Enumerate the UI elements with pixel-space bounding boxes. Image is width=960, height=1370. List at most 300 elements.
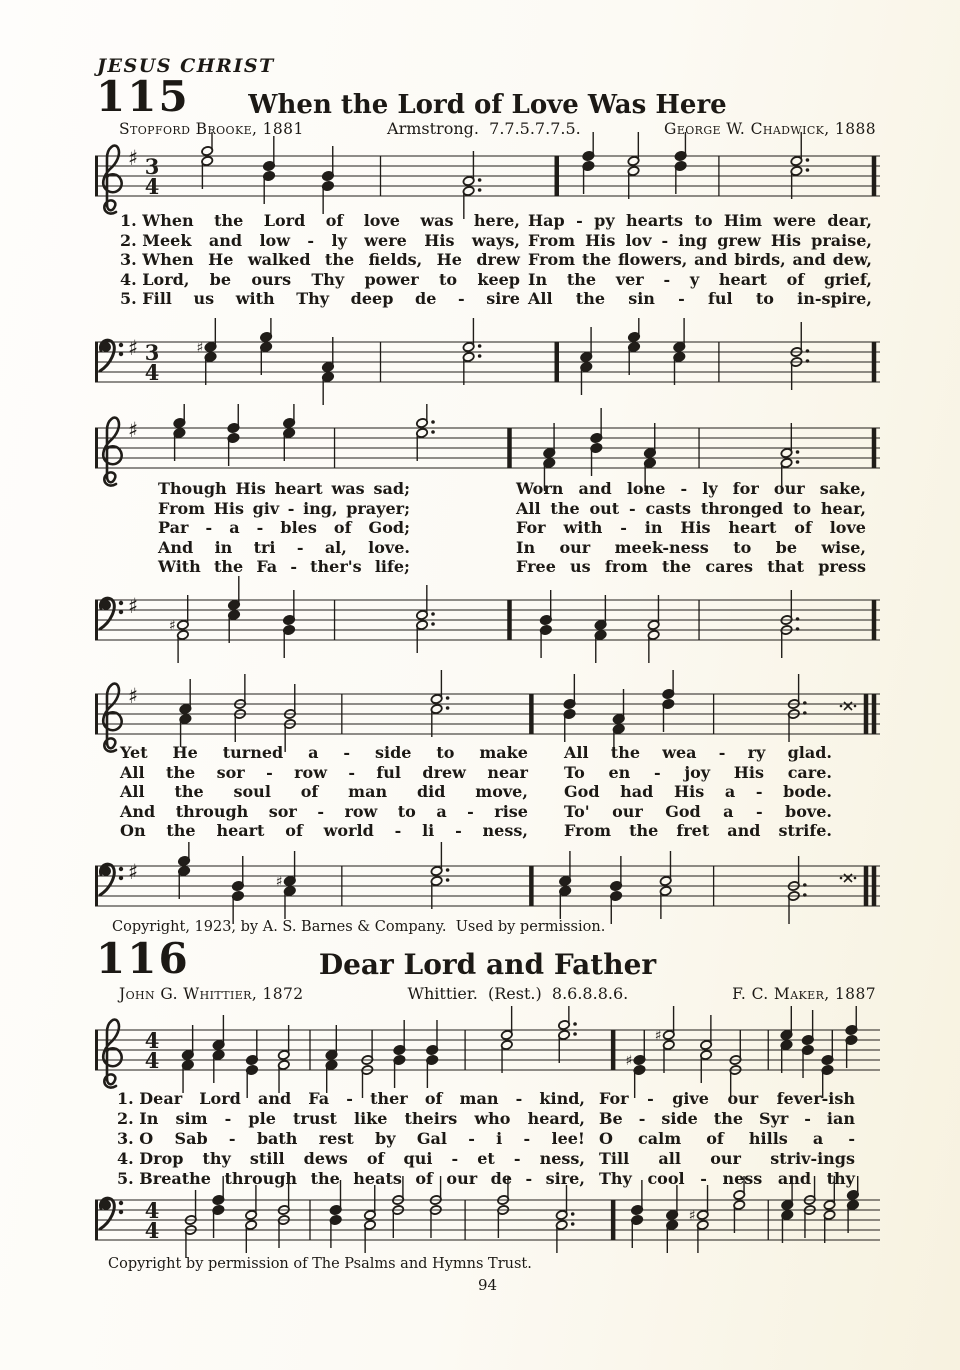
augmentation-dot xyxy=(806,349,810,353)
verse-word: from xyxy=(604,557,648,577)
verse-word: py xyxy=(594,211,615,230)
verse-word: grew xyxy=(717,230,761,250)
verse-word: with xyxy=(563,518,603,538)
verse-line xyxy=(95,782,880,802)
augmentation-dot xyxy=(478,354,482,358)
verse-word: sin xyxy=(628,289,655,309)
verse-word: - xyxy=(755,801,763,821)
verse-word: - xyxy=(576,211,583,230)
verse-word: make xyxy=(479,743,528,762)
verse-word: side xyxy=(661,1109,698,1128)
verse-word: fields, xyxy=(368,250,423,270)
augmentation-dot xyxy=(803,701,807,705)
verse-word: row xyxy=(344,801,378,821)
verse-word: in xyxy=(214,537,233,557)
verse-word: sor xyxy=(216,762,245,782)
verse-line xyxy=(95,802,880,822)
verse-word: fret xyxy=(676,821,710,841)
verse-word: love xyxy=(829,518,866,538)
verse-word: He xyxy=(208,250,234,270)
verse-word: glad. xyxy=(787,743,832,762)
verse-word: - xyxy=(620,518,627,538)
verse-word: calm xyxy=(638,1129,682,1148)
accidental-sharp: ♯ xyxy=(275,874,283,890)
verse-word: ing xyxy=(678,230,708,250)
verse-word: ours xyxy=(251,269,292,289)
verse-word: Yet xyxy=(120,743,148,762)
verse-word: ness xyxy=(722,1169,763,1188)
verse-word: strife. xyxy=(778,821,832,841)
verse-word: press xyxy=(818,557,866,577)
verse-line xyxy=(95,289,880,309)
augmentation-dot xyxy=(478,188,482,192)
verse-word: For xyxy=(516,518,546,538)
end-mark-icon xyxy=(840,877,843,880)
verse-word: to xyxy=(733,537,752,557)
verse-block-115-3 xyxy=(95,743,880,841)
verse-word: man xyxy=(348,782,388,802)
verse-word: side xyxy=(374,743,412,762)
verse-word: - xyxy=(525,1169,533,1188)
verse-word: All xyxy=(120,782,145,802)
verse-word: the xyxy=(310,1169,340,1188)
verse-word: de xyxy=(415,289,437,309)
time-signature-top: 3 xyxy=(144,154,160,179)
verse-word: to xyxy=(755,289,774,309)
hymn-115-number: 115 xyxy=(96,72,190,121)
bass-clef-dot xyxy=(119,1210,123,1214)
verse-line-left xyxy=(117,1149,585,1168)
verse-word: to xyxy=(793,498,812,518)
verse-word: of xyxy=(786,269,805,289)
verse-word: - xyxy=(804,1109,811,1128)
augmentation-dot xyxy=(573,1032,577,1036)
augmentation-dot xyxy=(796,460,800,464)
hymn-116-title: Dear Lord and Father xyxy=(318,948,657,981)
verse-word: Fa xyxy=(308,1089,330,1108)
verse-word: - xyxy=(638,1109,646,1128)
verse-word: - xyxy=(515,1089,523,1108)
verse-word: On xyxy=(120,821,146,841)
augmentation-dot xyxy=(446,696,450,700)
verse-word: all xyxy=(658,1149,681,1168)
verse-word: a xyxy=(308,743,319,762)
verse-word: prayer; xyxy=(346,498,410,518)
verse-word: the xyxy=(610,743,640,762)
verse-word: - xyxy=(467,801,474,821)
verse-word: the xyxy=(214,211,244,230)
verse-word: and xyxy=(208,230,243,250)
verse-word: our xyxy=(773,479,805,498)
verse-word: were xyxy=(773,211,816,230)
verse-word: Par xyxy=(158,518,189,538)
hymn-116-number: 116 xyxy=(96,934,190,983)
verse-line-left xyxy=(120,211,520,230)
verse-word: - xyxy=(290,557,297,577)
verse-word: Till xyxy=(599,1149,630,1168)
verse-word: bles xyxy=(280,518,317,538)
verse-word: From xyxy=(564,821,612,841)
verse-word: ness, xyxy=(539,1149,585,1168)
verse-word: did xyxy=(416,782,446,802)
hymn-116-copyright: Copyright by permission of The Psalms and Hymns Trust. xyxy=(108,1256,532,1272)
verse-word: - xyxy=(317,801,324,821)
verse-word: And xyxy=(158,537,194,557)
hymn-115-title: When the Lord of Love Was Here xyxy=(248,90,727,120)
key-signature-sharp: ♯ xyxy=(128,684,139,708)
verse-word: qui xyxy=(403,1149,433,1168)
verse-word: sire, xyxy=(545,1169,585,1188)
verse-word: He xyxy=(172,743,198,762)
verse-line-right xyxy=(528,250,872,269)
verse-word: To' xyxy=(564,801,590,821)
verse-word: 5. Breathe xyxy=(117,1169,211,1188)
verse-word: Hap xyxy=(528,211,565,230)
augmentation-dot xyxy=(571,1212,575,1216)
verse-word: power xyxy=(364,269,419,289)
verse-word: was xyxy=(331,479,365,498)
verse-word: ver xyxy=(615,269,644,289)
time-signature-bottom: 4 xyxy=(144,360,160,385)
verse-word: Thy xyxy=(599,1169,632,1188)
verse-word: From xyxy=(528,250,576,270)
verse-word: ing, xyxy=(303,498,338,518)
verse-word: the xyxy=(324,250,355,270)
verse-word: like xyxy=(353,1109,388,1128)
verse-word: the xyxy=(174,782,204,802)
verse-line xyxy=(95,1129,880,1149)
verse-line-right xyxy=(599,1089,855,1108)
verse-word: ly xyxy=(702,479,718,498)
hymn-115-tune: Armstrong. 7.7.5.7.7.5. xyxy=(387,119,581,138)
verse-line-left xyxy=(120,289,520,308)
augmentation-dot xyxy=(803,711,807,715)
verse-line-left xyxy=(120,231,520,250)
hymn-115-copyright: Copyright, 1923, by A. S. Barnes & Company. Used by permission. xyxy=(112,919,606,935)
section-header: JESUS CHRIST xyxy=(97,55,275,77)
verse-word: wea xyxy=(662,743,697,762)
verse-line xyxy=(95,1109,880,1129)
verse-word: Lord xyxy=(199,1089,241,1108)
verse-word: ness, xyxy=(482,821,528,841)
verse-word: God xyxy=(665,801,701,821)
bass-clef-dot xyxy=(119,876,123,880)
verse-word: a xyxy=(724,782,736,802)
verse-word: in-spire, xyxy=(797,289,872,309)
bass-clef-dot xyxy=(119,352,123,356)
verse-word: in xyxy=(644,518,663,538)
verse-word: To xyxy=(564,762,585,782)
verse-word: hear, xyxy=(820,498,866,518)
time-signature-bottom: 4 xyxy=(144,1218,160,1243)
verse-word: through xyxy=(224,1169,298,1188)
bass-clef-dot xyxy=(119,610,123,614)
accidental-sharp: ♯ xyxy=(168,618,176,634)
verse-word: lee! xyxy=(551,1129,585,1148)
verse-word: - xyxy=(307,230,315,250)
verse-line-left xyxy=(117,1109,585,1128)
verse-word: low xyxy=(259,230,290,250)
verse-word: love. xyxy=(368,537,410,557)
verse-word: and xyxy=(694,250,728,270)
verse-word: a xyxy=(436,801,447,821)
verse-word: - xyxy=(523,1129,531,1148)
verse-word: through xyxy=(175,801,249,821)
verse-line-right xyxy=(564,782,832,801)
verse-word: - xyxy=(468,1129,475,1148)
verse-word: the xyxy=(566,269,597,289)
verse-word: our xyxy=(612,801,643,821)
verse-word: ly xyxy=(331,230,347,250)
verse-word: His xyxy=(424,230,455,250)
verse-word: who xyxy=(474,1109,511,1128)
verse-word: ther's xyxy=(310,557,362,577)
verse-word: - xyxy=(343,743,351,762)
verse-line-left xyxy=(120,763,528,782)
time-signature-bottom: 4 xyxy=(144,1048,160,1073)
verse-word: - xyxy=(256,518,264,538)
verse-word: were xyxy=(364,230,407,250)
verse-line-left xyxy=(120,782,528,801)
verse-word: row xyxy=(294,762,327,782)
end-mark-icon xyxy=(854,705,857,708)
verse-word: a xyxy=(723,801,734,821)
verse-word: of xyxy=(366,1149,385,1168)
verse-word: dear, xyxy=(827,211,872,230)
verse-word: sor xyxy=(268,801,297,821)
verse-word: flowers, xyxy=(618,250,688,270)
verse-word: kind, xyxy=(539,1089,585,1108)
verse-word: 3. When xyxy=(120,250,194,270)
verse-word: fever-ish xyxy=(776,1089,855,1108)
verse-word: and xyxy=(777,1169,812,1188)
verse-word: 3. O xyxy=(117,1129,154,1148)
accidental-sharp: ♯ xyxy=(654,1028,662,1044)
verse-word: In xyxy=(516,537,536,557)
augmentation-dot xyxy=(796,450,800,454)
verse-word: the xyxy=(166,821,196,841)
verse-word: - xyxy=(513,1149,521,1168)
verse-word: the xyxy=(165,762,196,782)
music-staff-svg xyxy=(95,314,880,414)
verse-word: meek-ness xyxy=(614,537,709,557)
verse-word: give xyxy=(672,1089,709,1108)
verse-word: hills xyxy=(748,1129,788,1148)
verse-word: li xyxy=(422,821,435,841)
verse-word: of xyxy=(706,1129,724,1148)
augmentation-dot xyxy=(571,1222,575,1226)
verse-word: to xyxy=(436,743,455,762)
verse-word: 5. Fill xyxy=(120,289,172,309)
verse-word: and xyxy=(727,821,761,841)
verse-word: From xyxy=(158,498,206,518)
verse-word: de xyxy=(490,1169,513,1188)
verse-line xyxy=(95,250,880,270)
verse-word: Lord xyxy=(263,211,306,230)
verse-word: bath xyxy=(256,1129,298,1148)
verse-line xyxy=(95,1149,880,1169)
music-staff-115-1-bass xyxy=(95,314,880,414)
verse-line-right xyxy=(528,270,872,289)
verse-word: O xyxy=(599,1129,613,1148)
verse-word: heats xyxy=(353,1169,402,1188)
verse-word: dew, xyxy=(832,250,872,270)
augmentation-dot xyxy=(431,430,435,434)
end-mark-icon xyxy=(854,877,857,880)
augmentation-dot xyxy=(803,893,807,897)
verse-word: - xyxy=(224,1109,232,1128)
verse-line-right xyxy=(516,518,866,537)
bass-clef-dot xyxy=(119,1201,123,1205)
verse-word: the xyxy=(661,557,692,577)
hymn-116-author: John G. Whittier, 1872 xyxy=(119,985,304,1003)
verse-word: His xyxy=(770,230,802,250)
verse-word: move, xyxy=(475,782,528,802)
verse-word: world xyxy=(323,821,374,841)
verse-word: - xyxy=(296,537,304,557)
bass-clef-dot xyxy=(119,601,123,605)
verse-word: dews xyxy=(303,1149,348,1168)
verse-line xyxy=(95,1089,880,1109)
verse-word: to xyxy=(694,211,713,230)
verse-word: drew xyxy=(422,762,466,782)
verse-word: ful xyxy=(708,289,733,309)
verse-word: His xyxy=(733,762,764,782)
verse-word: His xyxy=(680,518,711,538)
verse-word: And xyxy=(120,801,156,821)
verse-word: grief, xyxy=(823,269,872,289)
verse-word: ple xyxy=(248,1109,276,1128)
verse-word: 1. Dear xyxy=(117,1089,183,1108)
verse-word: 2. In xyxy=(117,1109,159,1128)
verse-word: sake, xyxy=(819,479,866,498)
verse-word: lov xyxy=(625,230,652,250)
verse-word: - xyxy=(228,1129,236,1148)
verse-word: love xyxy=(363,211,400,230)
verse-word: that xyxy=(767,557,805,577)
verse-word: With xyxy=(158,557,201,577)
verse-word: 4. Lord, xyxy=(120,269,190,289)
verse-word: Though xyxy=(158,479,227,498)
verse-word: All xyxy=(516,498,541,518)
verse-word: Free xyxy=(516,557,556,577)
verse-word: had xyxy=(620,782,654,802)
verse-line-left xyxy=(120,743,528,762)
hymn-115-composer: George W. Chadwick, 1888 xyxy=(664,120,876,138)
verse-word: Fa xyxy=(256,557,278,577)
verse-word: 2. Meek xyxy=(120,230,192,250)
verse-word: joy xyxy=(684,762,711,782)
augmentation-dot xyxy=(478,344,482,348)
verse-word: All xyxy=(564,743,589,762)
verse-word: rest xyxy=(318,1129,354,1148)
verse-word: us xyxy=(570,557,591,577)
verse-word: be xyxy=(209,269,232,289)
verse-line-right xyxy=(599,1109,855,1128)
verse-word: soul xyxy=(233,782,271,802)
verse-line xyxy=(95,211,880,231)
verse-line-right xyxy=(564,802,832,821)
verse-line xyxy=(95,231,880,251)
verse-word: of xyxy=(415,1169,433,1188)
verse-word: For xyxy=(599,1089,629,1108)
augmentation-dot xyxy=(446,868,450,872)
verse-word: here, xyxy=(473,211,520,230)
verse-word: - xyxy=(451,1149,459,1168)
verse-word: near xyxy=(487,762,528,782)
verse-word: - xyxy=(458,289,465,309)
verse-line xyxy=(95,499,880,519)
music-staff-115-2-bass xyxy=(95,572,880,672)
verse-word: His xyxy=(213,498,244,518)
hymn-116-attribution-row xyxy=(95,984,880,1003)
verse-word: i xyxy=(496,1129,503,1148)
verse-word: ry xyxy=(747,743,766,762)
verse-line-right xyxy=(564,763,832,782)
verse-word: a xyxy=(229,518,240,538)
verse-line xyxy=(95,479,880,499)
augmentation-dot xyxy=(806,359,810,363)
verse-word: tri xyxy=(253,537,276,557)
augmentation-dot xyxy=(431,612,435,616)
verse-word: and xyxy=(792,250,826,270)
verse-word: - xyxy=(661,230,669,250)
verse-word: thronged xyxy=(700,498,784,518)
verse-word: God; xyxy=(368,518,410,538)
verse-line-right xyxy=(516,499,866,518)
verse-word: His xyxy=(585,230,616,250)
verse-word: the xyxy=(713,1109,743,1128)
verse-line-right xyxy=(599,1149,855,1168)
verse-word: - xyxy=(663,269,671,289)
verse-word: the xyxy=(213,557,244,577)
verse-word: wise, xyxy=(821,537,866,557)
verse-line-left xyxy=(158,499,410,518)
verse-word: cares xyxy=(705,557,754,577)
verse-word: heart xyxy=(718,269,767,289)
verse-word: y xyxy=(689,269,700,289)
verse-word: bove. xyxy=(785,801,832,821)
verse-word: giv xyxy=(252,498,280,518)
verse-line xyxy=(95,518,880,538)
verse-line-left xyxy=(117,1089,585,1108)
verse-line-left xyxy=(120,802,528,821)
accidental-sharp: ♯ xyxy=(688,1208,696,1224)
augmentation-dot xyxy=(446,878,450,882)
verse-word: thy xyxy=(826,1169,855,1188)
verse-word: ways, xyxy=(471,230,520,250)
verse-line-right xyxy=(564,743,832,762)
augmentation-dot xyxy=(573,1022,577,1026)
verse-word: - xyxy=(629,498,636,518)
key-signature-sharp: ♯ xyxy=(128,418,139,442)
verse-word: ther xyxy=(370,1089,408,1108)
augmentation-dot xyxy=(796,617,800,621)
verse-word: the xyxy=(575,289,605,309)
verse-word: - xyxy=(700,1169,707,1188)
verse-word: of xyxy=(333,518,352,538)
key-signature-sharp: ♯ xyxy=(128,594,139,618)
verse-word: the xyxy=(550,498,580,518)
verse-word: heart xyxy=(728,518,777,538)
verse-word: keep xyxy=(477,269,520,289)
verse-word: ful xyxy=(376,762,401,782)
verse-word: care. xyxy=(787,762,832,782)
end-mark-icon xyxy=(840,705,843,708)
verse-word: et xyxy=(477,1149,495,1168)
verse-word: bode. xyxy=(783,782,832,802)
augmentation-dot xyxy=(431,420,435,424)
